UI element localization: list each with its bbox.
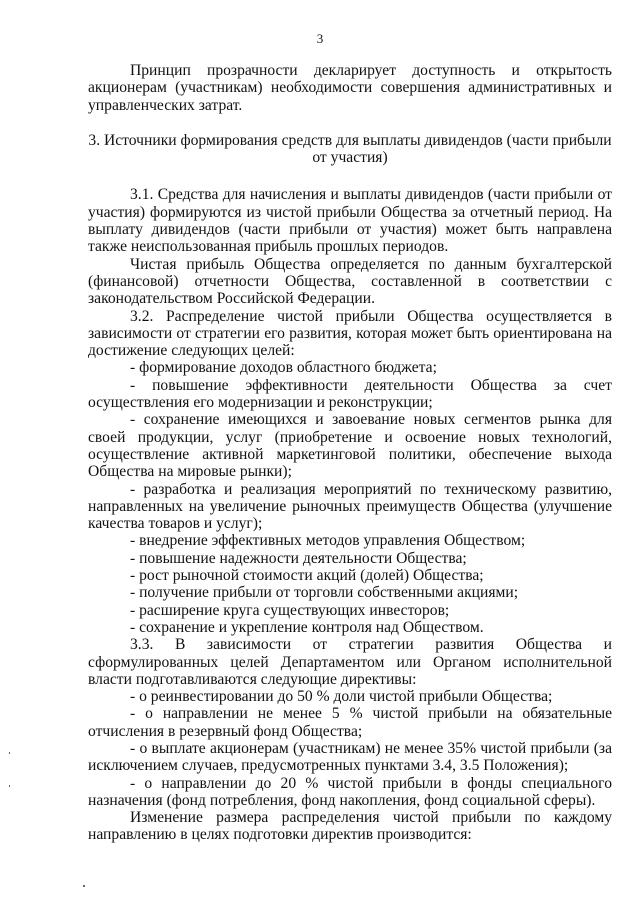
paragraph-3-1: 3.1. Средства для начисления и выплаты дивидендов (части прибыли от участия) формируются из чистой прибыли Общества за отчетный период. На выплату дивидендов (части прибыли от участия) может быть направлена также неиспользованная прибыль прошлых периодов. xyxy=(88,186,612,256)
document-body xyxy=(88,62,612,844)
goal-item: - внедрение эффективных методов управления Обществом; xyxy=(130,532,526,550)
directive-item: - о направлении до 20 % чистой прибыли в фонды специального назначения (фонд потребления, фонд накопления, фонд социальной сферы). xyxy=(88,774,612,809)
intro-paragraph: Принцип прозрачности декларирует доступность и открытость акционерам (участникам) необходимости совершения административных и управленческих затрат. xyxy=(88,62,612,114)
goal-item: - формирование доходов областного бюджета; xyxy=(130,359,437,377)
page-number: 3 xyxy=(316,31,324,46)
paragraph-3-2: 3.2. Распределение чистой прибыли Общества осуществляется в зависимости от стратегии его развития, которая может быть ориентирована на достижение следующих целей: xyxy=(88,307,612,360)
scan-mark xyxy=(83,885,85,887)
scan-mark xyxy=(9,785,10,787)
goal-item: - получение прибыли от торговли собственными акциями; xyxy=(130,584,519,602)
goal-item: - сохранение имеющихся и завоевание новых сегментов рынка для своей продукции, услуг (приобретение и освоение новых технологий, осуществление активной маркетинговой политики, обеспечение выхода Общества на мировые рынки); xyxy=(88,411,612,481)
directive-item: - о выплате акционерам (участникам) не менее 35% чистой прибыли (за исключением случаев, предусмотренных пунктами 3.4, 3.5 Положения); xyxy=(88,739,612,775)
goal-item: - расширение круга существующих инвесторов; xyxy=(130,601,450,619)
directive-item: - о направлении не менее 5 % чистой прибыли на обязательные отчисления в резервный фонд Общества; xyxy=(88,705,612,740)
paragraph-net-profit: Чистая прибыль Общества определяется по данным бухгалтерской (финансовой) отчетности Общества, составленной в соответствии с законодательством Российской Федерации. xyxy=(88,255,612,308)
section-3-heading: 3. Источники формирования средств для выплаты дивидендов (части прибыли от участия) xyxy=(88,131,612,167)
paragraph-change-distribution: Изменение размера распределения чистой прибыли по каждому направлению в целях подготовки директив производится: xyxy=(88,809,612,844)
scan-mark xyxy=(9,752,10,754)
goal-item: - разработка и реализация мероприятий по техническому развитию, направленных на увеличение рыночных преимуществ Общества (улучшение качества товаров и услуг); xyxy=(88,480,612,533)
goal-item: - рост рыночной стоимости акций (долей) Общества; xyxy=(130,567,484,585)
directive-item: - о реинвестировании до 50 % доли чистой прибыли Общества; xyxy=(130,688,553,706)
paragraph-3-3: 3.3. В зависимости от стратегии развития Общества и сформулированных целей Департаментом или Органом исполнительной власти подготавливаются следующие директивы: xyxy=(88,636,612,688)
goal-item: - сохранение и укрепление контроля над Обществом. xyxy=(130,618,484,636)
goal-item: - повышение эффективности деятельности Общества за счет осуществления его модернизации и реконструкции; xyxy=(88,376,612,412)
goal-item: - повышение надежности деятельности Общества; xyxy=(130,549,467,567)
